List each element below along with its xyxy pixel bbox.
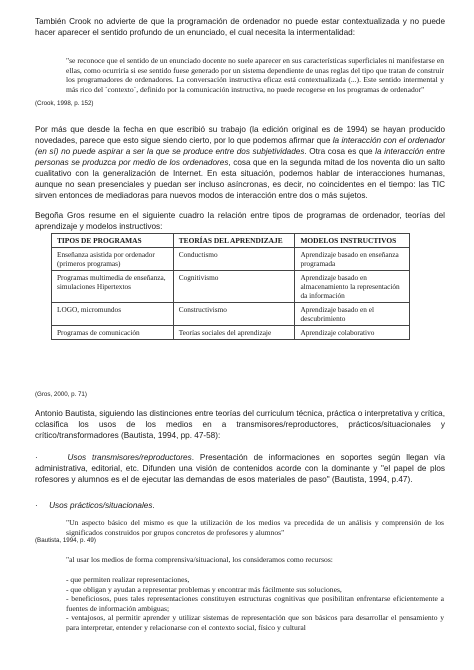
bullet-marker: · — [35, 453, 38, 462]
paragraph-text: , cosa que en la segunda mitad de los noventa dio un salto cualitativo con la generalización de Internet. En esta situación, podemos hablar de interacciones humanas, aunque no sean presenciales y puedan ser incluso asíncronas, es decir, no coincidentes en el tiempo: las TIC sirven entonces de mediadoras para nuevos modos de interacción entre dos o más sujetos. — [35, 158, 445, 200]
list-item: - beneficiosos, pues tales representaciones constituyen estructuras cognitivas que posibilitan enfrentarse eficientemente a fuentes de información ambiguas; — [66, 594, 444, 613]
table-cell: Cognitivismo — [173, 271, 295, 303]
paragraph-text: Por más que desde la fecha en que escribió su trabajo (la edición original es de 1994) se hayan producido novedades, parece que esto sigue siendo cierto, por lo que podemos afirmar que — [35, 125, 445, 145]
programs-theories-table — [51, 233, 410, 340]
header-instructional-models: MODELOS INSTRUCTIVOS — [295, 234, 410, 248]
table-cell: Aprendizaje basado en enseñanza programada — [295, 248, 410, 271]
table-cell: Conductismo — [173, 248, 295, 271]
bautista-quote-1: "Un aspecto básico del mismo es que la utilización de los medios va precedida de un análisis y comprensión de los significados construidos por grupos concretos de profesores y alumnos" — [66, 518, 444, 537]
bullet-marker: · — [35, 501, 38, 510]
bautista-citation-1: (Bautista, 1994, p. 49) — [35, 537, 96, 544]
crook-quote: "se reconoce que el sentido de un enunciado docente no suele aparecer en sus características superficiales ni manifestarse en ellas, como ocurriría si ese sentido fuese generado por un sistema dependiente de unas reglas del tipo que tratan de construir los programadores de ordenadores. La conversación instructiva eficaz está contextualizada (...). Este sentido intermental y más rico del `contexto´, definido por la comunicación instructiva, no puede recogerse en los programas de ordenador" — [66, 56, 444, 94]
intro-paragraph: También Crook no advierte de que la programación de ordenador no puede estar contextualizada y no puede hacer aparecer el sentido profundo de un enunciado, el cual necesita la intermentalidad: — [35, 17, 445, 37]
bullet-text: . Presentación de informaciones en soportes según llegan vía administrativa, editorial, etc. Difunden una visión de contenidos acorde con la dominante y "el papel de plos rofesores y alumnos es el de ejecutar las demandas de esos materiales de paso" (Bautista, 1994, p.47). — [35, 453, 445, 484]
table-row — [52, 271, 410, 303]
paragraph-text: . Otra cosa es que — [304, 147, 376, 156]
table-intro-paragraph: Begoña Gros resume en el siguiente cuadro la relación entre tipos de programas de ordenador, teorías del aprendizaje y modelos instructivos: — [35, 211, 445, 231]
table-row — [52, 303, 410, 326]
table-cell: Aprendizaje basado en almacenamiento la representación da información — [295, 271, 410, 303]
bullet-title: Usos transmisores/reproductores — [67, 453, 192, 462]
header-learning-theories: TEORÍAS DEL APRENDIZAJE — [173, 234, 295, 248]
list-item: - que permiten realizar representaciones, — [66, 575, 190, 584]
crook-citation: (Crook, 1998, p. 152) — [35, 100, 94, 107]
table-cell: Constructivismo — [173, 303, 295, 326]
table-cell: Programas multimedia de enseñanza, simulaciones Hipertextos — [52, 271, 174, 303]
table-cell: LOGO, micromundos — [52, 303, 174, 326]
bautista-paragraph: Antonio Bautista, siguiendo las distinciones entre teorías del curriculum técnica, práctica o interpretativa y crítica, cclasifica los usos de los medios en a transmisores/reproductores, prácticos/situacionales y crítico/transformadores (Bautista, 1994, pp. 47-58): — [35, 409, 445, 440]
bullet-title: Usos prácticos/situacionales — [49, 501, 153, 510]
bullet-practicos — [35, 500, 445, 511]
table-cell: Aprendizaje basado en el descubrimiento — [295, 303, 410, 326]
table-header-row — [52, 234, 410, 248]
gros-citation: (Gros, 2000, p. 71) — [35, 391, 87, 398]
table-cell: Enseñanza asistida por ordenador (primeros programas) — [52, 248, 174, 271]
list-item: - que obligan y ayudan a representar problemas y encontrar más fácilmente sus soluciones, — [66, 584, 342, 594]
list-item: - ventajosos, al permitir aprender y utilizar sistemas de representación que son básicos para desarrollar el pensamiento y para interpretar, entender y relacionarse con el contexto social, físico y cultural — [66, 613, 444, 632]
bullet-transmisores — [35, 452, 445, 485]
table-cell: Aprendizaje colaborativo — [295, 326, 410, 340]
table-row — [52, 248, 410, 271]
table-cell: Teorías sociales del aprendizaje — [173, 326, 295, 340]
table-cell: Programas de comunicación — [52, 326, 174, 340]
bautista-quote-2-intro: "al usar los medios de forma comprensiva/situacional, los consideramos como recursos: — [66, 555, 333, 564]
header-program-types: TIPOS DE PROGRAMAS — [52, 234, 174, 248]
bullet-text: . — [152, 501, 155, 510]
emphasis-text: la interacción con el ordenador (en sí) no puede aspirar a ser la que se produce entre dos subjetividades — [35, 136, 445, 156]
emphasis-text: la interacción entre personas se produzca por medio de los ordenadores — [35, 147, 445, 167]
table-row — [52, 326, 410, 340]
bautista-resource-list — [66, 575, 444, 633]
paragraph-interaction — [35, 124, 445, 201]
